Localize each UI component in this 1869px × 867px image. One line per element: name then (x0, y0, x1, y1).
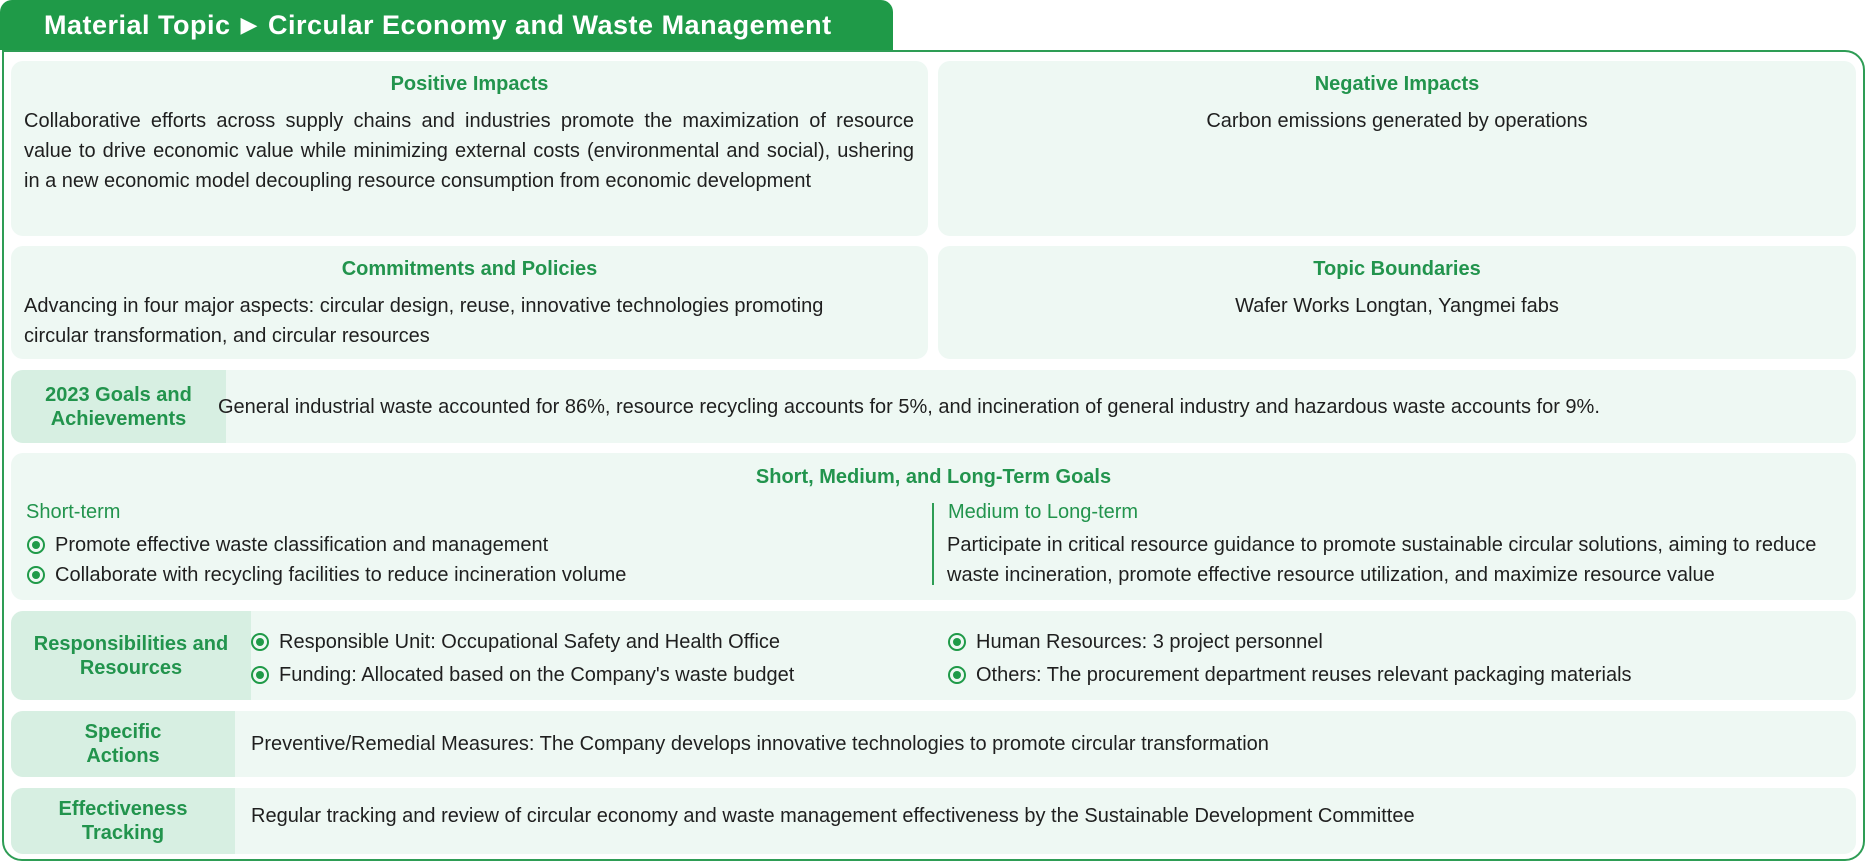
responsibility-item-text: Human Resources: 3 project personnel (976, 631, 1323, 653)
effectiveness-text: Regular tracking and review of circular economy and waste management effectiveness by the Sustainable Development Committee (251, 805, 1415, 827)
short-term-item (27, 560, 626, 590)
responsibility-item-text: Others: The procurement department reuses relevant packaging materials (976, 664, 1632, 686)
material-topic-header (0, 0, 893, 50)
responsibility-item (251, 627, 780, 657)
long-term-text: Participate in critical resource guidance to promote sustainable circular solutions, aiming to reduce waste incineration, promote effective resource utilization, and maximize resource value (947, 534, 1817, 586)
radio-bullet-icon (251, 666, 269, 684)
commitments-panel (11, 246, 928, 359)
boundaries-panel (938, 246, 1856, 359)
specific-actions-text: Preventive/Remedial Measures: The Company develops innovative technologies to promote circular transformation (251, 733, 1269, 755)
responsibility-item (948, 627, 1323, 657)
boundaries-text: Wafer Works Longtan, Yangmei fabs (1235, 295, 1559, 317)
negative-impacts-text: Carbon emissions generated by operations (1206, 110, 1588, 132)
boundaries-title: Topic Boundaries (1313, 258, 1481, 280)
responsibility-item-text: Funding: Allocated based on the Company's waste budget (279, 664, 795, 686)
triangle-right-icon: ▶ (240, 12, 258, 37)
header-topic: Circular Economy and Waste Management (267, 9, 832, 40)
positive-impacts-title: Positive Impacts (390, 73, 549, 95)
term-goals-panel (11, 453, 1856, 600)
term-goals-title: Short, Medium, and Long-Term Goals (755, 466, 1112, 488)
responsibilities-label: Responsibilities and Resources (11, 611, 251, 700)
header-prefix: Material Topic (44, 9, 231, 40)
commitments-text: Advancing in four major aspects: circular design, reuse, innovative technologies promoting circular transformation, and circular resources (24, 295, 824, 347)
goals-divider (932, 503, 934, 585)
positive-impacts-panel (11, 61, 928, 236)
goals-2023-panel (11, 370, 1856, 443)
radio-bullet-icon (251, 633, 269, 651)
negative-impacts-title: Negative Impacts (1314, 73, 1480, 95)
specific-actions-label: Specific Actions (11, 711, 235, 777)
short-term-label: Short-term (26, 501, 121, 523)
long-term-label: Medium to Long-term (948, 501, 1139, 523)
responsibility-item (948, 660, 1632, 690)
commitments-title: Commitments and Policies (341, 258, 598, 280)
radio-bullet-icon (27, 536, 45, 554)
short-term-item-text: Promote effective waste classification and management (55, 534, 549, 556)
specific-actions-panel (11, 711, 1856, 777)
responsibility-item-text: Responsible Unit: Occupational Safety and Health Office (279, 631, 781, 653)
radio-bullet-icon (948, 633, 966, 651)
positive-impacts-text: Collaborative efforts across supply chains and industries promote the maximization of resource value to drive economic value while minimizing external costs (environmental and social), ushering in a new economic model decoupling resource consumption from economic development (24, 110, 914, 192)
short-term-item-text: Collaborate with recycling facilities to reduce incineration volume (55, 564, 627, 586)
radio-bullet-icon (27, 566, 45, 584)
goals-2023-label: 2023 Goals and Achievements (11, 370, 226, 443)
radio-bullet-icon (948, 666, 966, 684)
responsibility-item (251, 660, 794, 690)
goals-2023-text: General industrial waste accounted for 86%, resource recycling accounts for 5%, and incineration of general industry and hazardous waste accounts for 9%. (218, 396, 1600, 418)
effectiveness-label: Effectiveness Tracking (11, 788, 235, 854)
negative-impacts-panel (938, 61, 1856, 236)
responsibilities-panel (11, 611, 1856, 700)
effectiveness-panel (11, 788, 1856, 854)
short-term-item (27, 530, 548, 560)
